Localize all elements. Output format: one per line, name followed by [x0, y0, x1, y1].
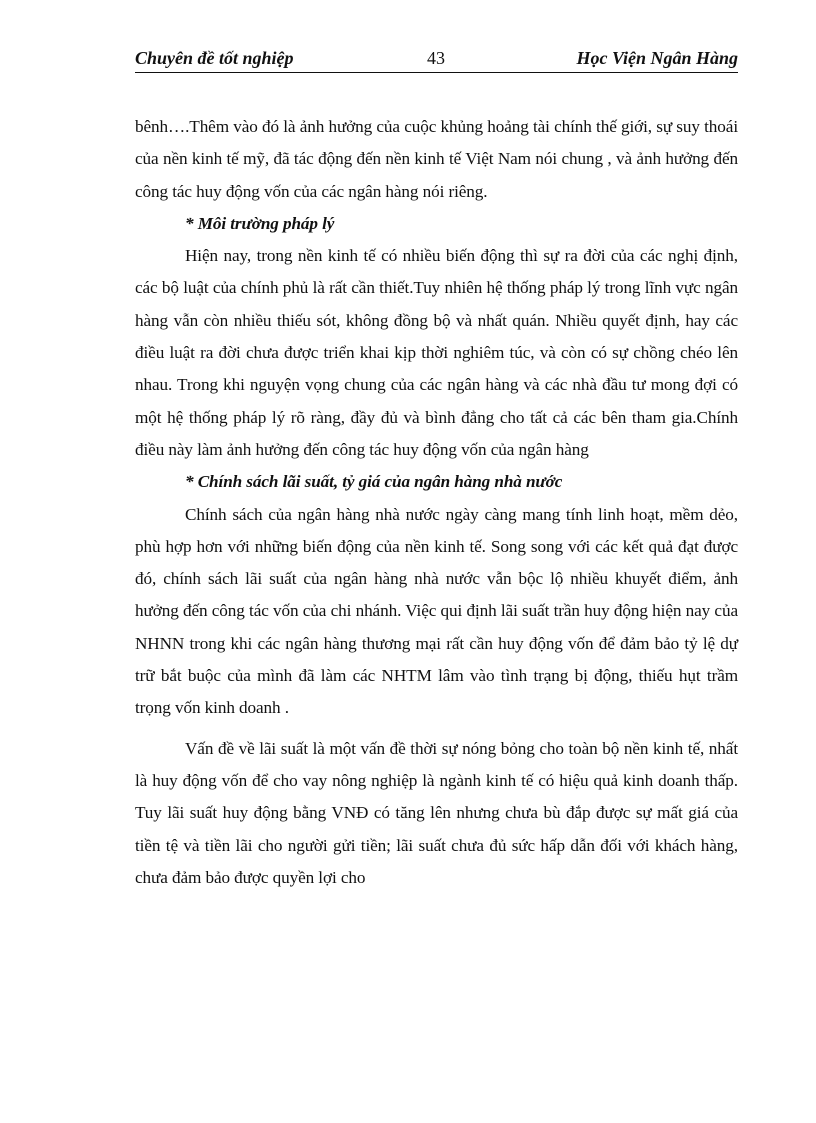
- paragraph-interest-rate-policy: Chính sách của ngân hàng nhà nước ngày càng mang tính linh hoạt, mềm dẻo, phù hợp hơn với những biến động của nền kinh tế. Song song với các kết quả đạt được đó, chính sách lãi suất của ngân hàng nhà nước vẫn bộc lộ nhiều khuyết điểm, ảnh hưởng đến công tác vốn của chi nhánh. Việc qui định lãi suất trần huy động hiện nay của NHNN trong khi các ngân hàng thương mại rất cần huy động vốn để đảm bảo tỷ lệ dự trữ bắt buộc của mình đã làm các NHTM lâm vào tình trạng bị động, thiếu hụt trầm trọng vốn kinh doanh .: [135, 504, 738, 718]
- section-heading-legal-environment: * Môi trường pháp lý: [185, 213, 335, 233]
- paragraph-intro-continuation: bênh….Thêm vào đó là ảnh hưởng của cuộc khủng hoảng tài chính thế giới, sự suy thoái của nền kinh tế mỹ, đã tác động đến nền kinh tế Việt Nam nói chung , và ảnh hưởng đến công tác huy động vốn của các ngân hàng nói riêng.: [135, 117, 738, 201]
- paragraph-legal-environment: Hiện nay, trong nền kinh tế có nhiều biến động thì sự ra đời của các nghị định, các bộ luật của chính phủ là rất cần thiết.Tuy nhiên hệ thống pháp lý trong lĩnh vực ngân hàng vẫn còn nhiều thiếu sót, không đồng bộ và nhất quán. Nhiều quyết định, hay các điều luật ra đời chưa được triển khai kịp thời nghiêm túc, và còn có sự chồng chéo lên nhau. Trong khi nguyện vọng chung của các ngân hàng và các nhà đầu tư mong đợi có một hệ thống pháp lý rõ ràng, đầy đủ và bình đẳng cho tất cả các bên tham gia.Chính điều này làm ảnh hưởng đến công tác huy động vốn của ngân hàng: [135, 246, 738, 459]
- header-document-type: Chuyên đề tốt nghiệp: [135, 48, 294, 68]
- page-number: 43: [427, 48, 445, 68]
- page-header: [135, 48, 738, 73]
- paragraph-interest-rate-issue: Vấn đề về lãi suất là một vấn đề thời sự nóng bỏng cho toàn bộ nền kinh tế, nhất là huy động vốn để cho vay nông nghiệp là ngành kinh tế có hiệu quả kinh doanh thấp. Tuy lãi suất huy động bằng VNĐ có tăng lên nhưng chưa bù đắp được sự mất giá của tiền tệ và tiền lãi cho người gửi tiền; lãi suất chưa đủ sức hấp dẫn đối với khách hàng, chưa đảm bảo được quyền lợi cho: [135, 738, 738, 887]
- document-body: [135, 111, 738, 894]
- section-heading-interest-rate-policy: * Chính sách lãi suất, tỷ giá của ngân hàng nhà nước: [185, 472, 563, 492]
- header-institution: Học Viện Ngân Hàng: [576, 48, 738, 68]
